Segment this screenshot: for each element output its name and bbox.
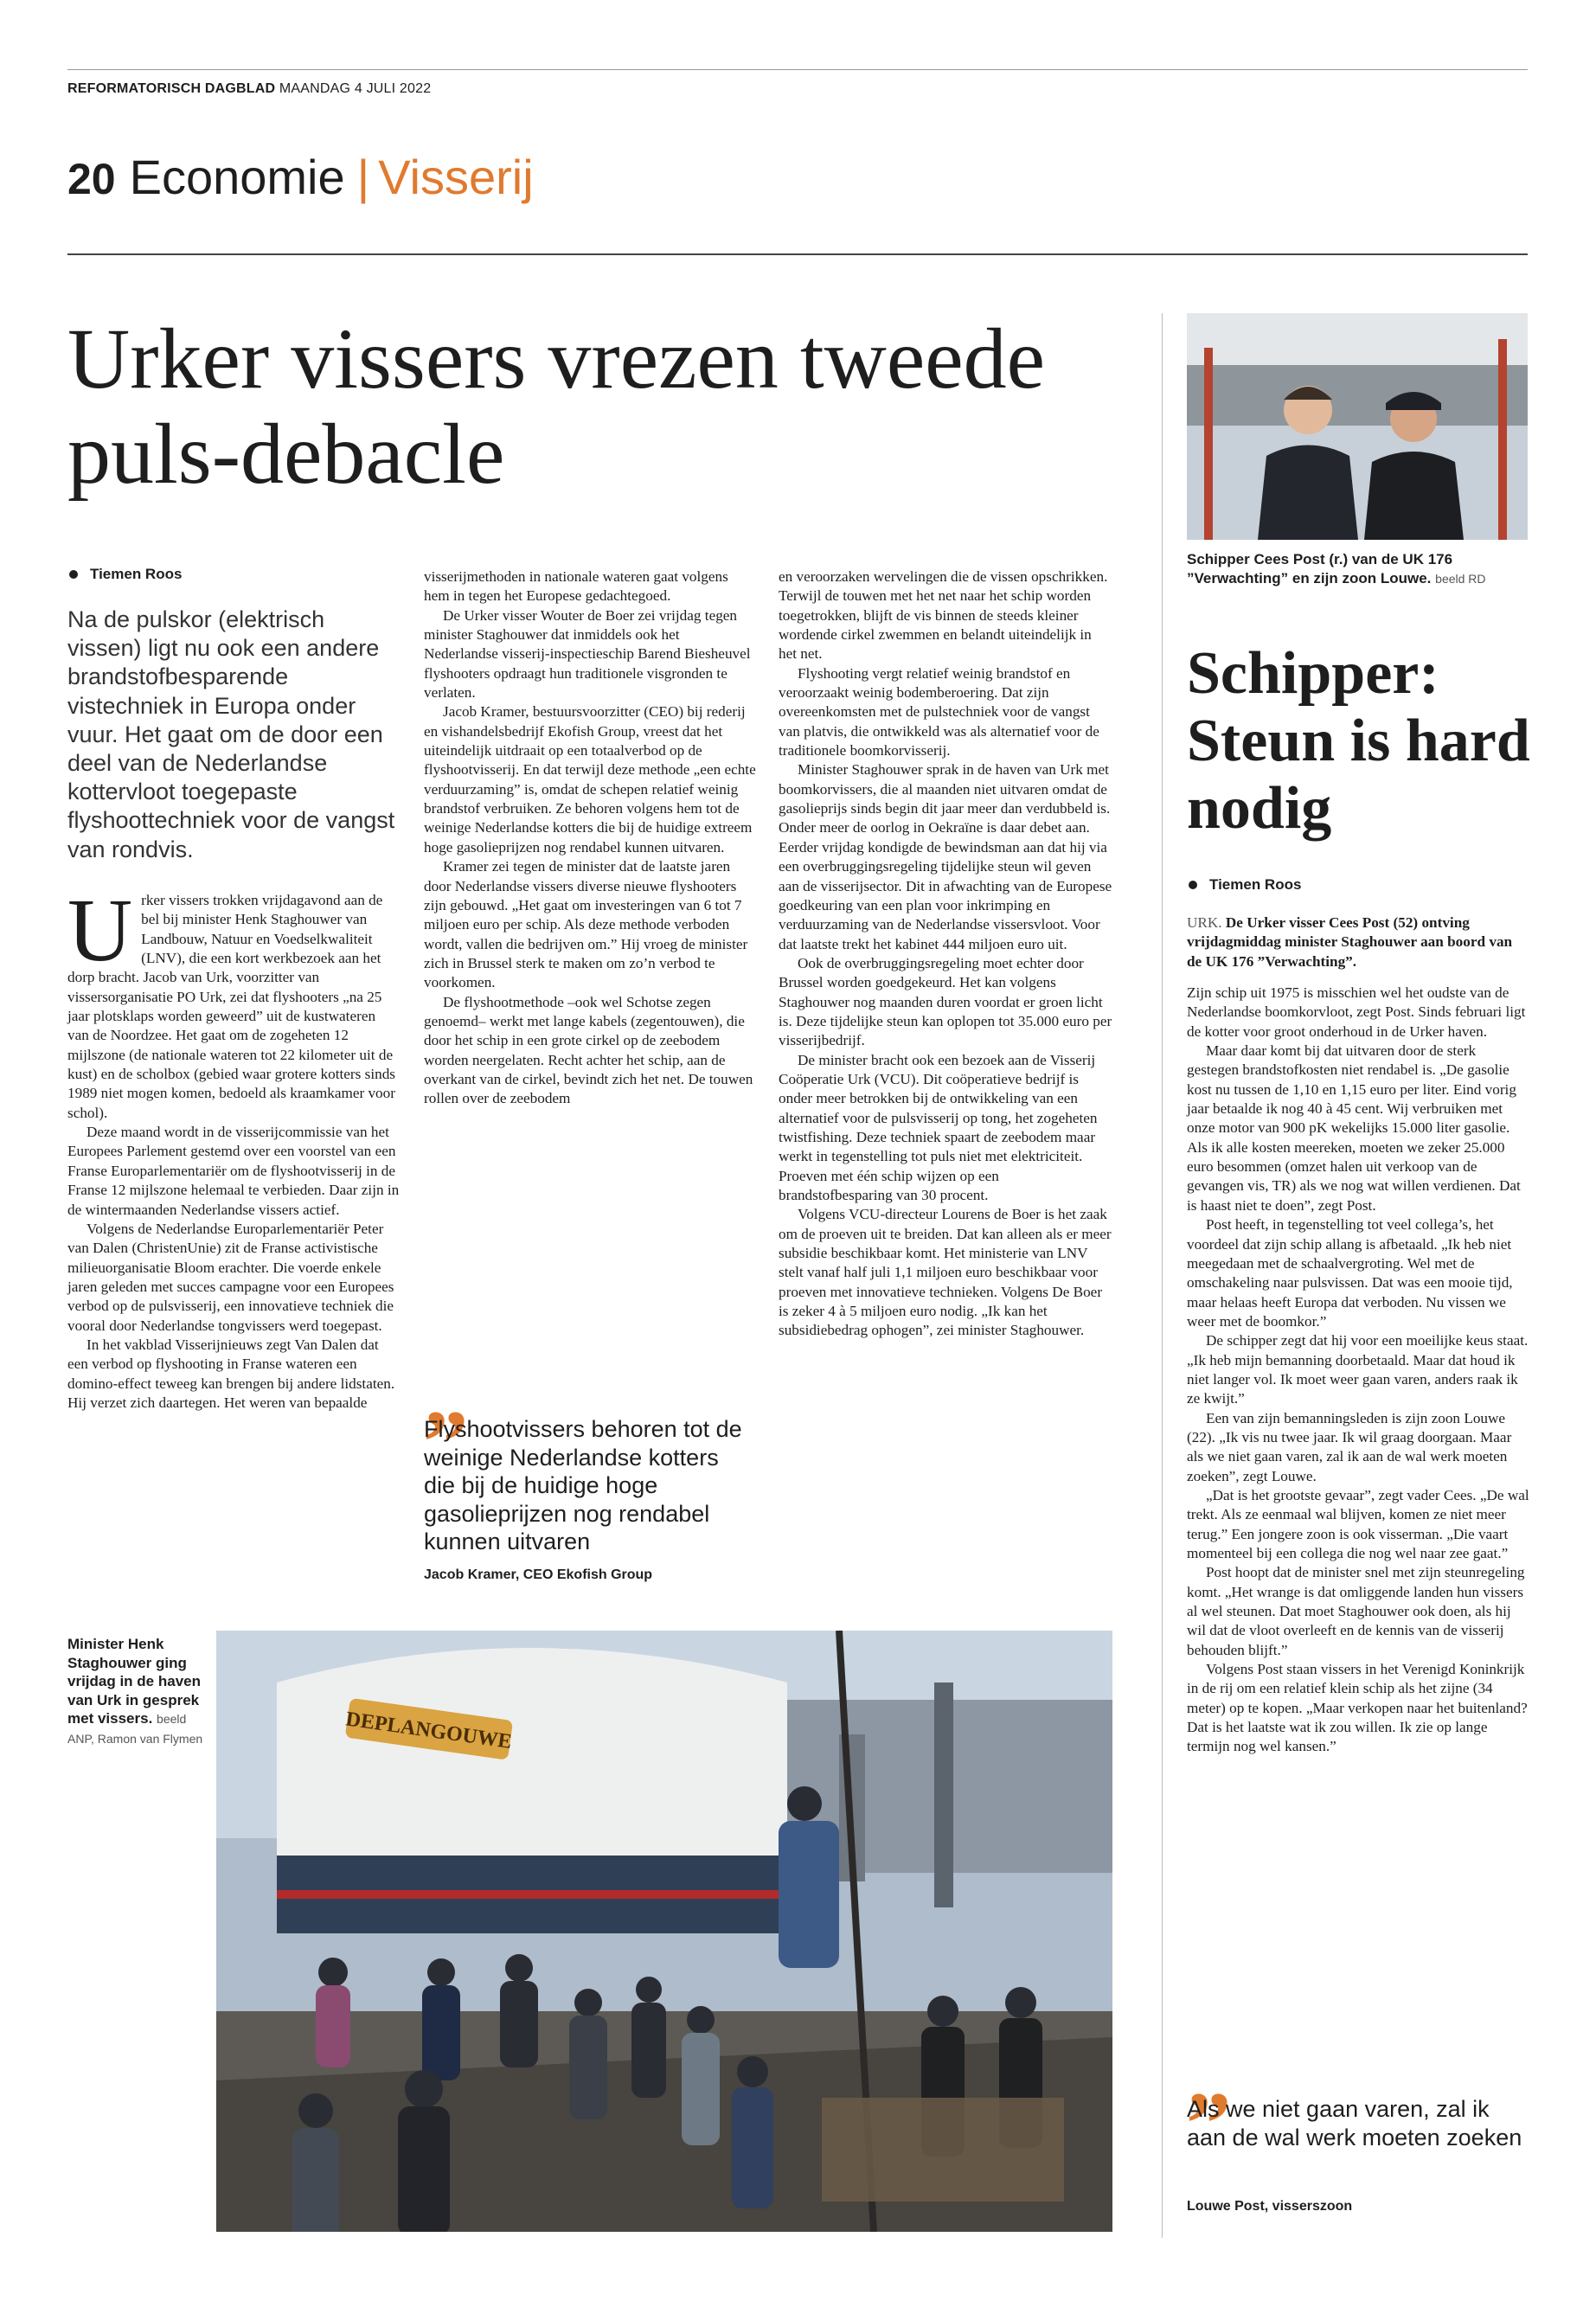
sidebar-column	[1187, 913, 1529, 1757]
photo-caption	[67, 1635, 206, 1748]
harbour-scene-image	[216, 1631, 1112, 2232]
article-lead: Na de pulskor (elektrisch vissen) ligt nu ook een andere brandstofbesparende vistechniek in Europa onder vuur. Het gaat om de door een deel van de Nederlandse kottervloot toegepaste flyshoottechniek voor de vangst van rondvis.	[67, 606, 395, 862]
sidebar-paragraph: Post hoopt dat de minister snel met zijn steunregeling komt. „Het wrange is dat omliggende landen hun vissers al wel steunen. Dat moet Staghouwer ook doen, als hij wil dat de vloot overleeft en de kennis van de visserij behouden blijft.”	[1187, 1564, 1525, 1658]
header-rule	[67, 253, 1528, 255]
section-title: Economie	[129, 150, 345, 204]
quote-mark-icon: „	[424, 1346, 469, 1445]
article-column-2	[424, 567, 757, 1109]
article-paragraph: Volgens VCU-directeur Lourens de Boer is het zaak om de proeven uit te breiden. Dat kan alleen als er meer subsidie beschikbaar komt. Het ministerie van LNV stelt vanaf half juli 1,1 miljoen euro beschikbaar voor proeven met innovatieve technieken. Volgens De Boer is zeker 4 à 5 miljoen euro nodig. „Ik kan het subsidiebedrag ophogen”, zei minister Staghouwer.	[779, 1206, 1112, 1339]
paper-name: REFORMATORISCH DAGBLAD	[67, 81, 276, 96]
byline-author: Tiemen Roos	[90, 566, 183, 582]
fishermen-portrait-image	[1187, 313, 1528, 540]
article-byline	[69, 566, 182, 583]
paper-dateline	[67, 81, 431, 97]
main-photo	[216, 1631, 1112, 2232]
article-paragraph: Minister Staghouwer sprak in de haven van Urk met boomkorvissers, die al maanden niet uitvaren omdat de gasolieprijs sinds begin dit jaar meer dan verdubbeld is. Onder meer de oorlog in Oekraïne is daar debet aan. Eerder vrijdag kondigde de bewindsman aan dat hij via een overbruggingsregeling tijdelijke steun wil geven aan de visserijsector. Dit in afwachting van de Europese goedkeuring van een plan voor inkrimping en verduurzaming van de Nederlandse vissersvloot. Voor dat laatste trekt het kabinet 444 miljoen euro uit.	[779, 761, 1112, 952]
article-paragraph: Kramer zei tegen de minister dat de laatste jaren door Nederlandse vissers diverse nieuwe flyshooters zijn gebouwd. „Het gaat om investeringen van 6 tot 7 miljoen euro per schip. Als deze methode verboden wordt, vallen die bedrijven om.” Hij vroeg de minister zich in Brussel sterk te maken om zo’n verbod te voorkomen.	[424, 858, 748, 991]
sidebar-headline: Schipper: Steun is hard nodig	[1187, 640, 1530, 842]
dropcap: U	[67, 881, 133, 980]
article-column-3	[779, 567, 1112, 1341]
caption-text: Schipper Cees Post (r.) van de UK 176 ”Verwachting” en zijn zoon Louwe.	[1187, 551, 1453, 586]
photo-credit: beeld ANP, Ramon van Flymen	[67, 1712, 203, 1746]
article-paragraph: visserijmethoden in nationale wateren gaat volgens hem in tegen het Europese gedachtegoed.	[424, 568, 728, 605]
sidebar-paragraph: De schipper zegt dat hij voor een moeilijke keus staat. „Ik heb mijn bemanning doorbetaald. Maar dat houd ik niet langer vol. Ik moet weer gaan varen, anders raak ik ze kwijt.”	[1187, 1332, 1529, 1407]
pull-quote: Flyshootvissers behoren tot de weinige Nederlandse kotters die bij de huidige hoge gasolieprijzen nog rendabel kunnen uitvaren	[424, 1416, 742, 1554]
sidebar-paragraph: Volgens Post staan vissers in het Verenigd Koninkrijk in de rij om een relatief klein schip als het zijne (34 meter) op te kopen. „Maar verkopen naar het buitenland? Dat is het laatste wat ik zou willen. Ik zie op lange termijn nog wel kansen.”	[1187, 1661, 1528, 1755]
sidebar-paragraph: Zijn schip uit 1975 is misschien wel het oudste van de Nederlandse boomkorvloot, zegt Post. Sinds februari ligt de kotter voor groot onderhoud in de Urker haven.	[1187, 984, 1526, 1040]
article-paragraph: en veroorzaken wervelingen die de vissen opschrikken. Terwijl de touwen met het net naar het schip worden toegetrokken, blijft de vis binnen de steeds kleiner wordende cirkel zwemmen en belandt uiteindelijk in het net.	[779, 568, 1108, 663]
quote-attribution: Jacob Kramer, CEO Ekofish Group	[424, 1567, 653, 1582]
section-separator: |	[356, 150, 370, 204]
photo-credit: beeld RD	[1435, 571, 1486, 586]
issue-date: MAANDAG 4 JULI 2022	[279, 81, 432, 96]
article-paragraph: De minister bracht ook een bezoek aan de Visserij Coöperatie Urk (VCU). Dit coöperatieve bedrijf is onder meer betrokken bij de ontwikkeling van een alternatief voor de pulsvisserij op tong, het zogeheten twistfishing. Deze techniek spaart de zeebodem maar werkt in tegenstelling tot puls niet met elektriciteit. Proeven met één schip wijzen op een brandstofbesparing van 30 procent.	[779, 1051, 1098, 1203]
byline-author: Tiemen Roos	[1209, 876, 1302, 893]
byline-bullet-icon	[1189, 881, 1197, 889]
dateline-kicker: URK.	[1187, 914, 1222, 931]
portrait-photo	[1187, 313, 1528, 540]
sidebar-byline	[1189, 876, 1301, 894]
quote-mark-icon: „	[1187, 2028, 1232, 2127]
caption-text: Minister Henk Staghouwer ging vrijdag in de haven van Urk in gesprek met vissers.	[67, 1636, 201, 1727]
paragraph-text: rker vissers trokken vrijdagavond aan de bel bij minister Henk Staghouwer van Landbouw, Natuur en Voedselkwaliteit (LNV), die een kort werkbezoek aan het dorp bracht. Jacob van Urk, voorzitter van vissersorganisatie PO Urk, zei dat flyshooters „na 25 jaar plotsklaps worden geweerd” uit de kustwateren van de Noordzee. Het gaat om de zogeheten 12 mijlszone (de nationale wateren tot 22 kilometer uit de kust) en de scholbox (gebied waar grotere kotters sinds 1989 niet mogen komen, bedoeld als kraamkamer voor schol).	[67, 892, 395, 1121]
sidebar-paragraph: Post heeft, in tegenstelling tot veel collega’s, het voordeel dat zijn schip allang is afbetaald. „Ik heb niet meegedaan met de schaalvergroting. Wel met de omschakeling naar pulsvissen. Dat was een mooie tijd, maar helaas heeft Europa dat verboden. Nu vissen we weer met de boomkor.”	[1187, 1216, 1513, 1330]
page-number: 20	[67, 155, 116, 203]
article-paragraph: De flyshootmethode –ook wel Schotse zegen genoemd– werkt met lange kabels (zegentouwen), die door het schip in een grote cirkel op de zeebodem worden neergelaten. Recht achter het schip, aan de overkant van de cirkel, bevindt zich het net. De touwen rollen over de zeebodem	[424, 993, 753, 1107]
column-divider	[1162, 313, 1163, 2238]
sidebar-paragraph: Maar daar komt bij dat uitvaren door de sterk gestegen brandstofkosten niet rendabel is. „De gasolie kost nu tussen de 1,10 en 1,15 euro per liter. Eind vorig jaar betaalde ik nog 40 à 45 cent. Wij verbruiken met onze motor van 900 pK wekelijks 15.000 liter gasolie. Als ik alle kosten meereken, moeten we zeker 25.000 euro besommen (omzet halen uit verkoop van de gevangen vis, TR) als we nog wat willen verdienen. Dat is haast niet te doen”, zegt Post.	[1187, 1042, 1521, 1214]
article-paragraph: Deze maand wordt in de visserijcommissie van het Europees Parlement gestemd over een voorstel van een Franse Europarlementariër om de flyshootvisserij in de Franse 12 mijlszone helemaal te verbieden. Daar zijn in de wintermaanden Nederlandse vissers actief.	[67, 1124, 400, 1218]
article-paragraph: In het vakblad Visserijnieuws zegt Van Dalen dat een verbod op flyshooting in Franse wateren een domino-effect teweeg kan brengen bij andere lidstaten. Hij verzet zich daartegen. Het weren van bepaalde	[67, 1336, 395, 1411]
sidebar-pull-quote: Als we niet gaan varen, zal ik aan de wal werk moeten zoeken	[1187, 2096, 1522, 2150]
top-rule	[67, 69, 1528, 70]
section-header	[67, 149, 534, 209]
article-headline: Urker vissers vrezen tweede puls-debacle	[67, 311, 1046, 502]
article-paragraph: Ook de overbruggingsregeling moet echter door Brussel worden goedgekeurd. Het kan volgens Staghouwer nog maanden duren voordat er groen licht is. Deze tijdelijke steun kan oplopen tot 35.000 euro per visserijbedrijf.	[779, 954, 1112, 1049]
portrait-caption	[1187, 550, 1528, 588]
article-paragraph: Volgens de Nederlandse Europarlementariër Peter van Dalen (ChristenUnie) zit de Franse activistische milieuorganisatie Bloom erachter. Die voerde enkele jaren geleden met succes campagne voor een Europees verbod op de pulsvisserij, een innovatieve techniek die vooral door Nederlandse tongvissers werd toegepast.	[67, 1220, 394, 1334]
subsection-title: Visserij	[378, 150, 534, 204]
byline-bullet-icon	[69, 570, 78, 579]
boat-nameplate: DEPLANGOUWE	[344, 1708, 514, 1754]
article-paragraph: Jacob Kramer, bestuursvoorzitter (CEO) bij rederij en vishandelsbedrijf Ekofish Group, vreest dat het uiteindelijk uitdraait op een totaalverbod op de flyshootvisserij. En dat terwijl deze methode „een echte verduurzaming” is, omdat de schepen relatief weinig brandstof verbruiken. Ze behoren volgens hem tot de weinige Nederlandse kotters die bij de huidige extreem hoge gasolieprijzen nog rendabel kunnen uitvaren.	[424, 703, 756, 856]
article-column-1	[67, 881, 400, 1413]
article-paragraph	[67, 881, 400, 1123]
sidebar-paragraph: „Dat is het grootste gevaar”, zegt vader Cees. „De wal trekt. Als ze eenmaal wal blijven, komen ze niet meer terug.” Een jongere zoon is ook visserman. „Die vaart momenteel bij een collega die nog wel naar zee gaat.”	[1187, 1486, 1529, 1561]
intro-text: De Urker visser Cees Post (52) ontving vrijdagmiddag minister Staghouwer aan boord van de UK 176 ”Verwachting”.	[1187, 914, 1513, 970]
sidebar-paragraph: Een van zijn bemanningsleden is zijn zoon Louwe (22). „Ik vis nu twee jaar. Ik wil graag doorgaan. Maar als we niet gaan varen, zal ik aan de wal werk moeten zoeken”, zegt Louwe.	[1187, 1409, 1512, 1484]
quote-attribution: Louwe Post, visserszoon	[1187, 2199, 1353, 2214]
sidebar-intro	[1187, 913, 1529, 971]
article-paragraph: De Urker visser Wouter de Boer zei vrijdag tegen minister Staghouwer dat inmiddels ook het Nederlandse visserij-inspectieschip Barend Biesheuvel flyshooters opdraagt hun traditionele visgronden te verlaten.	[424, 606, 751, 702]
article-paragraph: Flyshooting vergt relatief weinig brandstof en veroorzaakt weinig bodemberoering. Dat zijn overeenkomsten met de pulstechniek voor de vangst van platvis, die ontwikkeld was als alternatief voor de traditionele boomkorvisserij.	[779, 664, 1099, 760]
